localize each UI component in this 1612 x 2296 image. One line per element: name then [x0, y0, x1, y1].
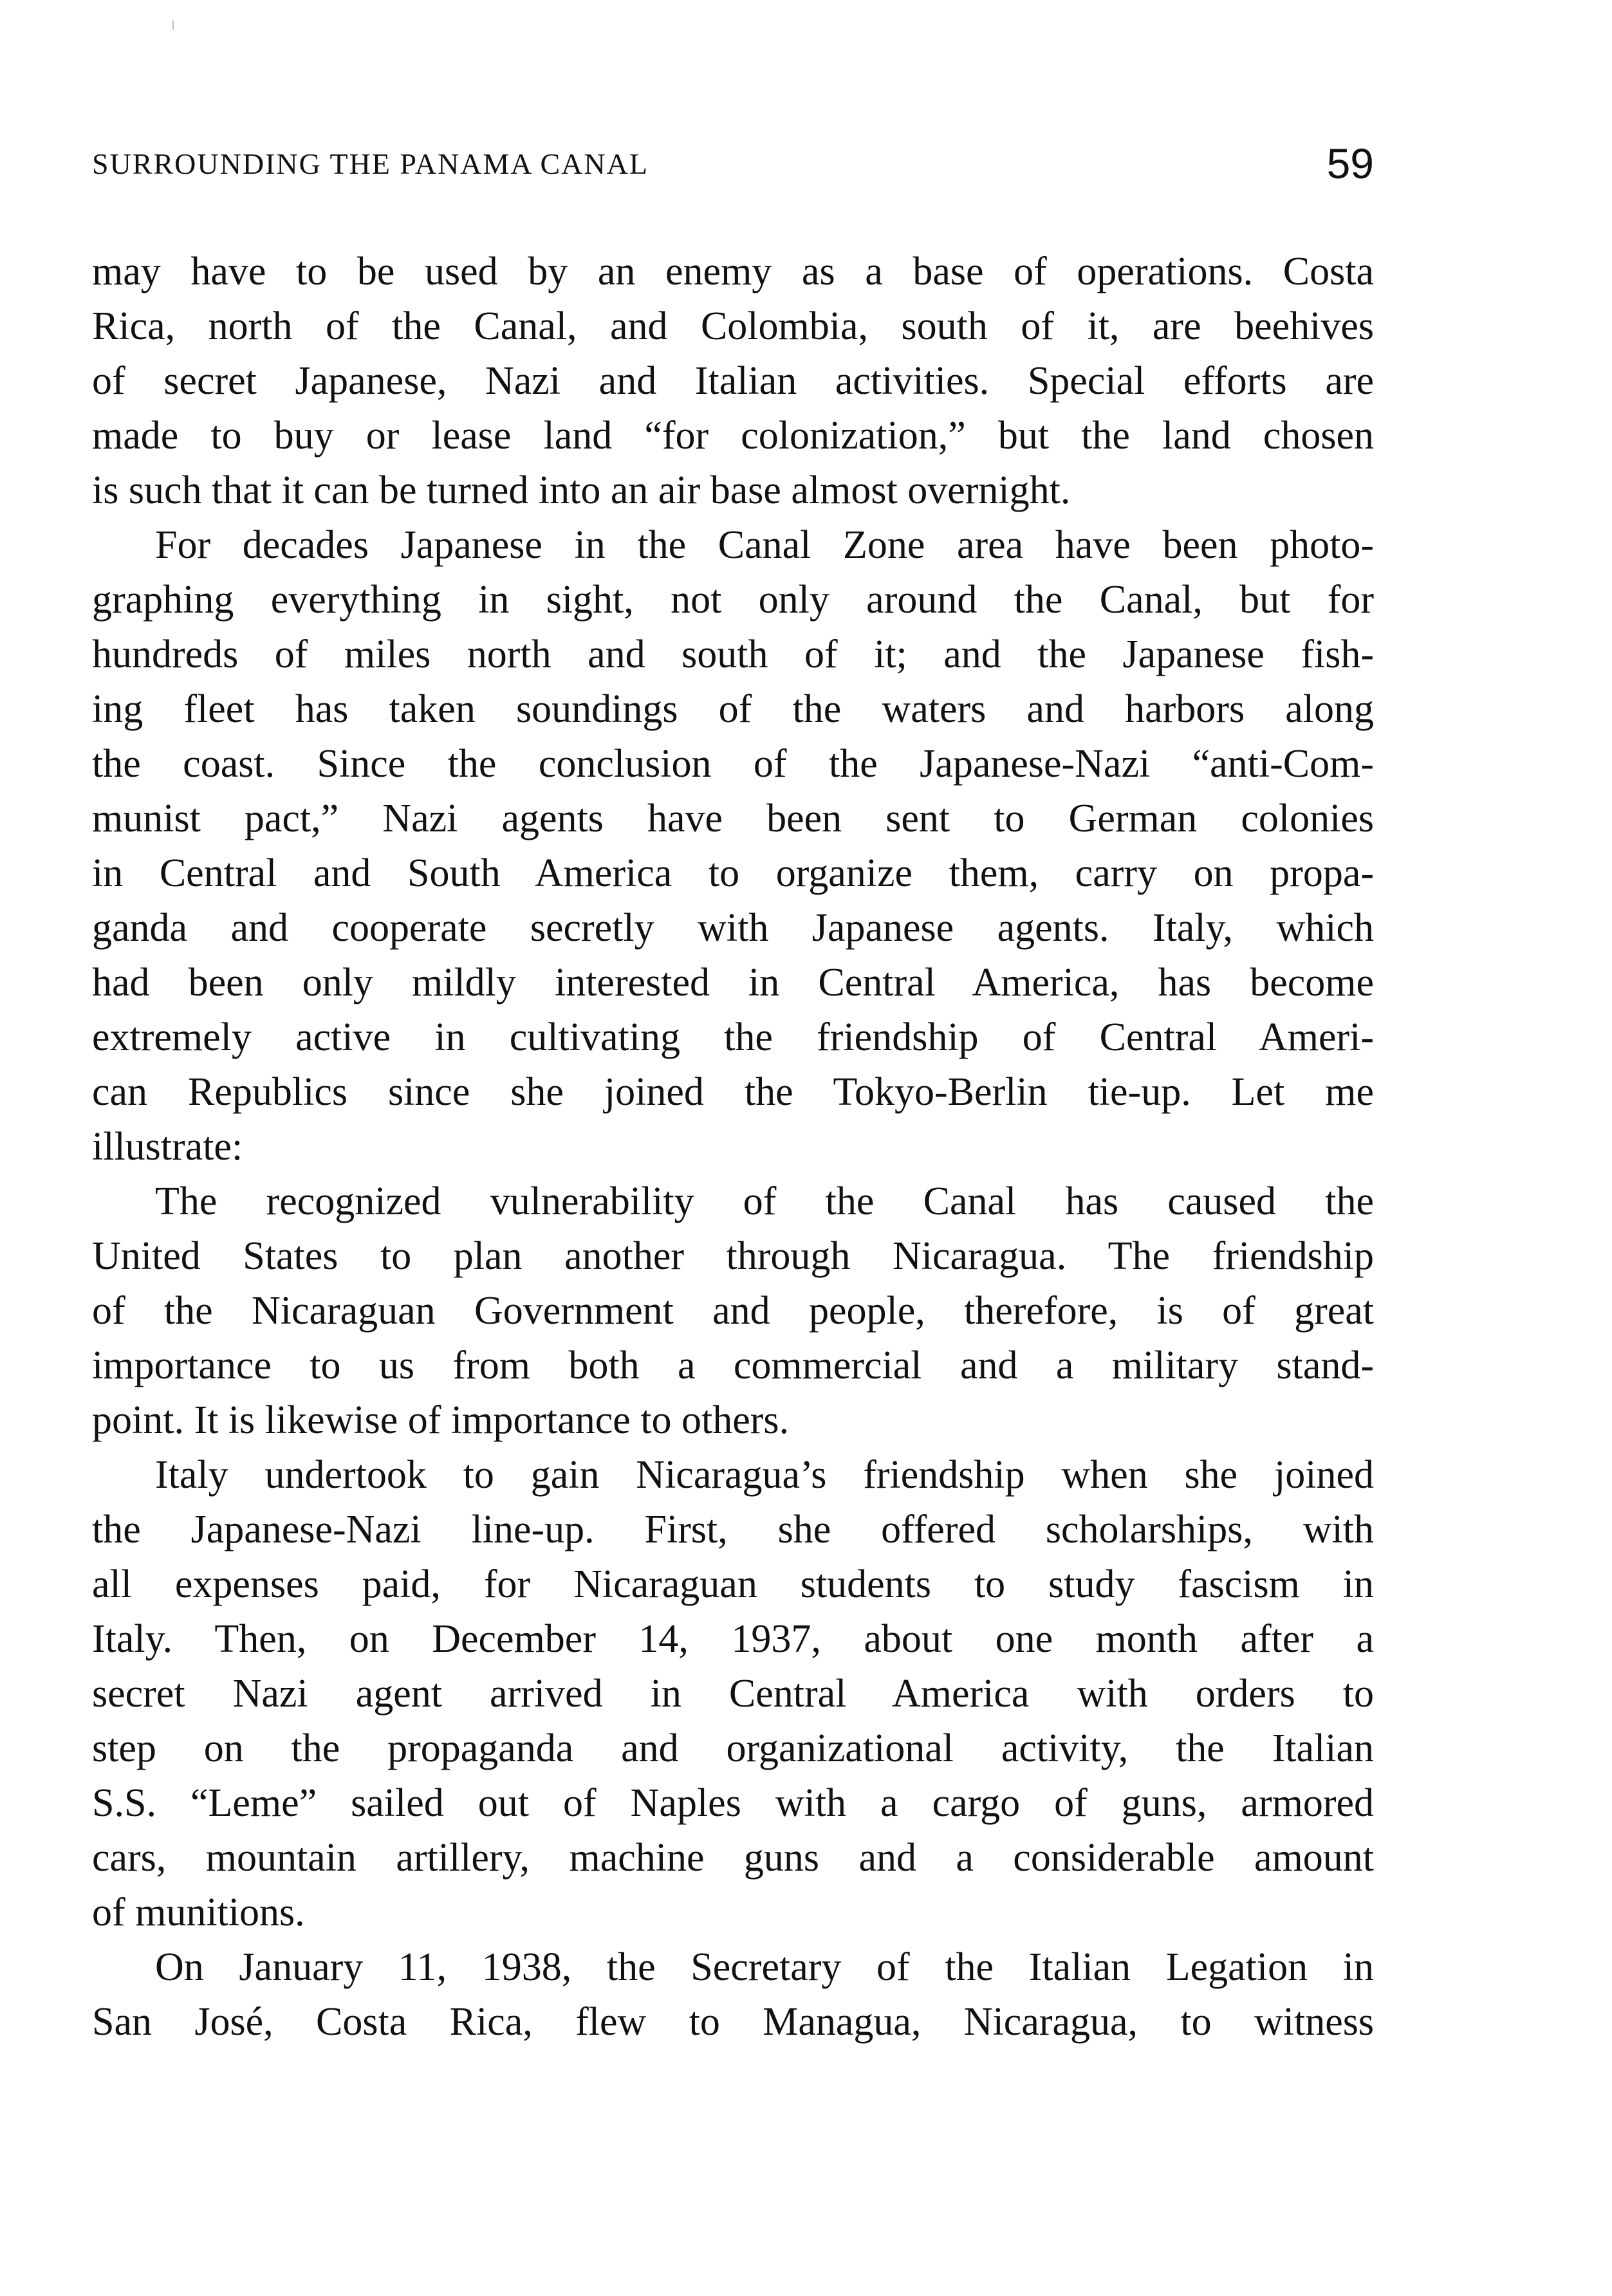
text-line: of munitions.	[92, 1891, 305, 1934]
text-line: is such that it can be turned into an air base almost overnight.	[92, 468, 1071, 512]
text-line: can Republics since she joined the Tokyo-Berlin tie-up. Let me	[92, 1070, 1374, 1114]
text-line: in Central and South America to organize them, carry on propa-	[92, 851, 1374, 895]
text-line: cars, mountain artillery, machine guns and a considerable amount	[92, 1836, 1374, 1880]
paragraph	[92, 1448, 1374, 1940]
scan-speck	[172, 21, 174, 30]
page-number: 59	[1326, 140, 1374, 187]
text-line: Italy undertook to gain Nicaragua’s friendship when she joined	[155, 1453, 1374, 1497]
body-text	[92, 245, 1374, 2050]
text-line: graphing everything in sight, not only around the Canal, but for	[92, 578, 1374, 622]
text-line: secret Nazi agent arrived in Central America with orders to	[92, 1672, 1374, 1716]
running-head	[92, 140, 1374, 194]
text-line: importance to us from both a commercial and a military stand-	[92, 1344, 1374, 1387]
paragraph	[92, 518, 1374, 1174]
text-line: munist pact,” Nazi agents have been sent to German colonies	[92, 797, 1374, 840]
text-line: made to buy or lease land “for colonization,” but the land chosen	[92, 414, 1374, 458]
text-line: illustrate:	[92, 1125, 243, 1169]
text-line: of the Nicaraguan Government and people, therefore, is of great	[92, 1289, 1374, 1333]
text-line: ing fleet has taken soundings of the waters and harbors along	[92, 687, 1374, 731]
text-line: Rica, north of the Canal, and Colombia, south of it, are beehives	[92, 304, 1374, 348]
text-line: The recognized vulnerability of the Canal has caused the	[155, 1180, 1374, 1223]
text-line: the Japanese-Nazi line-up. First, she offered scholarships, with	[92, 1508, 1374, 1551]
text-line: On January 11, 1938, the Secretary of the Italian Legation in	[155, 1945, 1374, 1989]
paragraph	[92, 245, 1374, 518]
text-line: For decades Japanese in the Canal Zone area have been photo-	[155, 523, 1374, 567]
running-title: SURROUNDING THE PANAMA CANAL	[92, 147, 649, 180]
text-line: hundreds of miles north and south of it; and the Japanese fish-	[92, 633, 1374, 676]
text-line: United States to plan another through Nicaragua. The friendship	[92, 1234, 1374, 1278]
text-line: the coast. Since the conclusion of the Japanese-Nazi “anti-Com-	[92, 742, 1374, 786]
text-line: step on the propaganda and organizational activity, the Italian	[92, 1727, 1374, 1770]
text-line: San José, Costa Rica, flew to Managua, Nicaragua, to witness	[92, 2000, 1374, 2044]
text-line: ganda and cooperate secretly with Japanese agents. Italy, which	[92, 906, 1374, 950]
paragraph	[92, 1940, 1374, 2050]
text-line: extremely active in cultivating the friendship of Central Ameri-	[92, 1015, 1374, 1059]
text-line: may have to be used by an enemy as a base of operations. Costa	[92, 250, 1374, 293]
text-line: S.S. “Leme” sailed out of Naples with a cargo of guns, armored	[92, 1781, 1374, 1825]
text-line: had been only mildly interested in Central America, has become	[92, 961, 1374, 1004]
text-line: Italy. Then, on December 14, 1937, about one month after a	[92, 1617, 1374, 1661]
text-line: all expenses paid, for Nicaraguan students to study fascism in	[92, 1562, 1374, 1606]
text-line: point. It is likewise of importance to others.	[92, 1398, 790, 1442]
text-line: of secret Japanese, Nazi and Italian activities. Special efforts are	[92, 359, 1374, 403]
paragraph	[92, 1174, 1374, 1448]
